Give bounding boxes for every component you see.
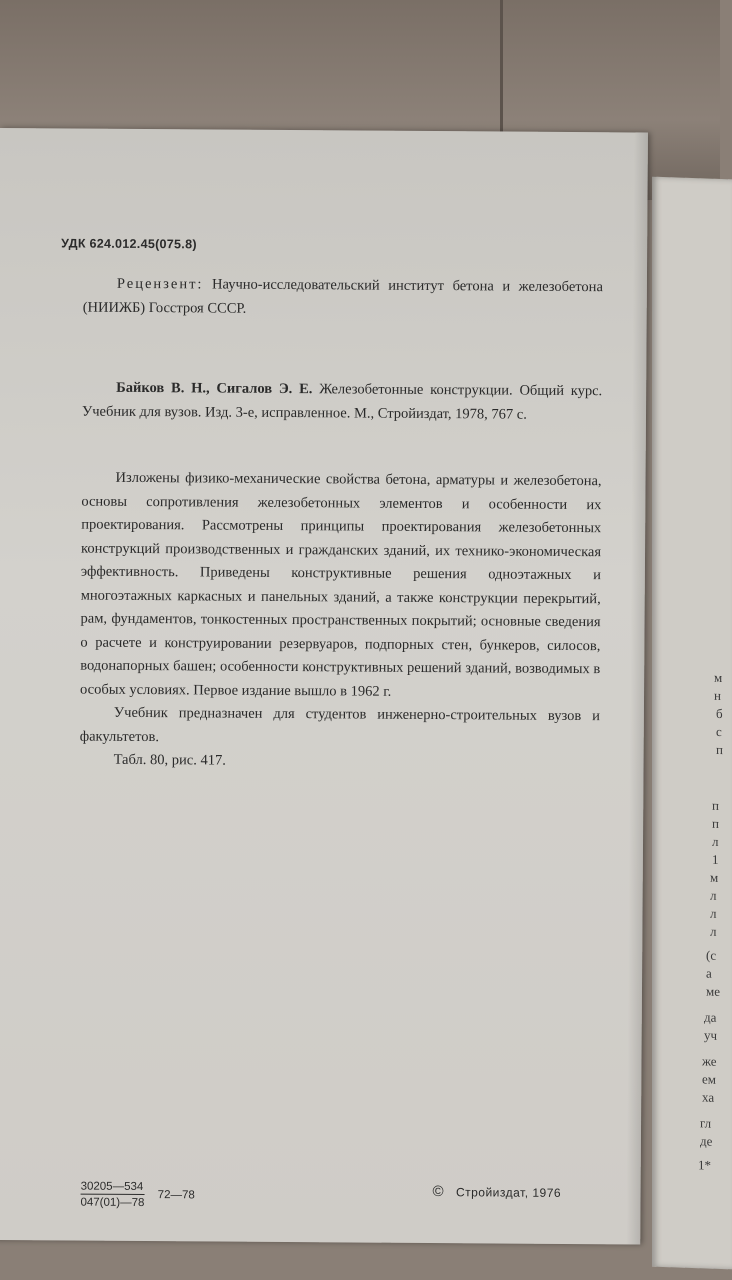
facing-page-fragment: п <box>712 797 719 813</box>
facing-page-fragment: с <box>716 723 722 740</box>
facing-page-fragment: н <box>714 687 721 704</box>
facing-page-fragment: де <box>700 1133 713 1149</box>
reviewer-note <box>83 273 603 324</box>
code-suffix: 72—78 <box>157 1189 195 1202</box>
copyright-line <box>433 1183 562 1201</box>
facing-page-fragment: ме <box>706 983 720 999</box>
facing-page-fragment: ем <box>702 1071 716 1087</box>
facing-page-fragment: да <box>704 1009 717 1025</box>
code-fraction <box>80 1181 144 1209</box>
abstract-paragraph: Табл. 80, рис. 417. <box>113 751 226 769</box>
reviewer-text: Научно-исследовательский институт бетона и железобетона (НИИЖБ) Госстроя СССР. <box>82 276 603 317</box>
copyright-icon: © <box>432 1183 445 1201</box>
facing-page-fragment: 1* <box>698 1157 711 1173</box>
facing-page-fragment: а <box>706 965 712 981</box>
facing-page-fragment: м <box>714 669 723 686</box>
facing-page-fragment: п <box>712 815 719 831</box>
facing-page-fragment: л <box>710 923 717 939</box>
facing-page-fragment: л <box>710 887 717 903</box>
facing-page-fragment: 1 <box>712 851 719 867</box>
publication-code <box>80 1181 194 1210</box>
reviewer-label: Рецензент: <box>116 275 204 293</box>
abstract <box>80 467 602 776</box>
facing-page-fragment: л <box>712 833 719 849</box>
facing-page-fragment: уч <box>704 1027 718 1043</box>
facing-page-fragment: п <box>716 741 723 758</box>
facing-page <box>652 177 732 1270</box>
page-edge-shadow <box>626 132 648 1244</box>
book-page <box>0 128 648 1244</box>
bibliographic-record <box>82 377 602 428</box>
abstract-paragraph: Изложены физико-механические свойства бетона, арматуры и железобетона, основы сопротивления железобетонных элементов и особенности их проектирования. Рассмотрены принципы проектирования железобетонных конструкций производственных и гражданских зданий, их технико-экономическая эффективность. Приведены конструктивные решения одноэтажных и многоэтажных каркасных и панельных зданий, а также конструкции перекрытий, рам, фундаментов, тонкостенных пространственных покрытий; основные сведения о расчете и конструировании резервуаров, подпорных стен, бункеров, силосов, водонапорных башен; особенности конструктивных решений зданий, возводимых в особых условиях. Первое издание вышло в 1962 г. <box>80 469 602 700</box>
code-numerator: 30205—534 <box>81 1181 145 1195</box>
bibliography-authors: Байков В. Н., Сигалов Э. Е. <box>116 379 313 398</box>
facing-page-fragment: ха <box>702 1089 715 1105</box>
facing-page-fragment: м <box>710 869 719 885</box>
code-denominator: 047(01)—78 <box>80 1196 145 1210</box>
copyright-text: Стройиздат, 1976 <box>455 1185 562 1200</box>
facing-page-fragment: (с <box>706 947 717 963</box>
abstract-paragraph: Учебник предназначен для студентов инженерно-строительных вузов и факультетов. <box>79 704 600 745</box>
facing-page-fragment: б <box>716 705 723 722</box>
facing-page-fragment: л <box>710 905 717 921</box>
facing-page-fragment: гл <box>700 1115 712 1131</box>
facing-page-fragment: же <box>702 1053 717 1069</box>
bibliography-text: Железобетонные конструкции. Общий курс. Учебник для вузов. Изд. 3-е, исправленное. М., Стройиздат, 1978, 767 с. <box>81 381 603 423</box>
udk-code: УДК 624.012.45(075.8) <box>61 236 197 252</box>
